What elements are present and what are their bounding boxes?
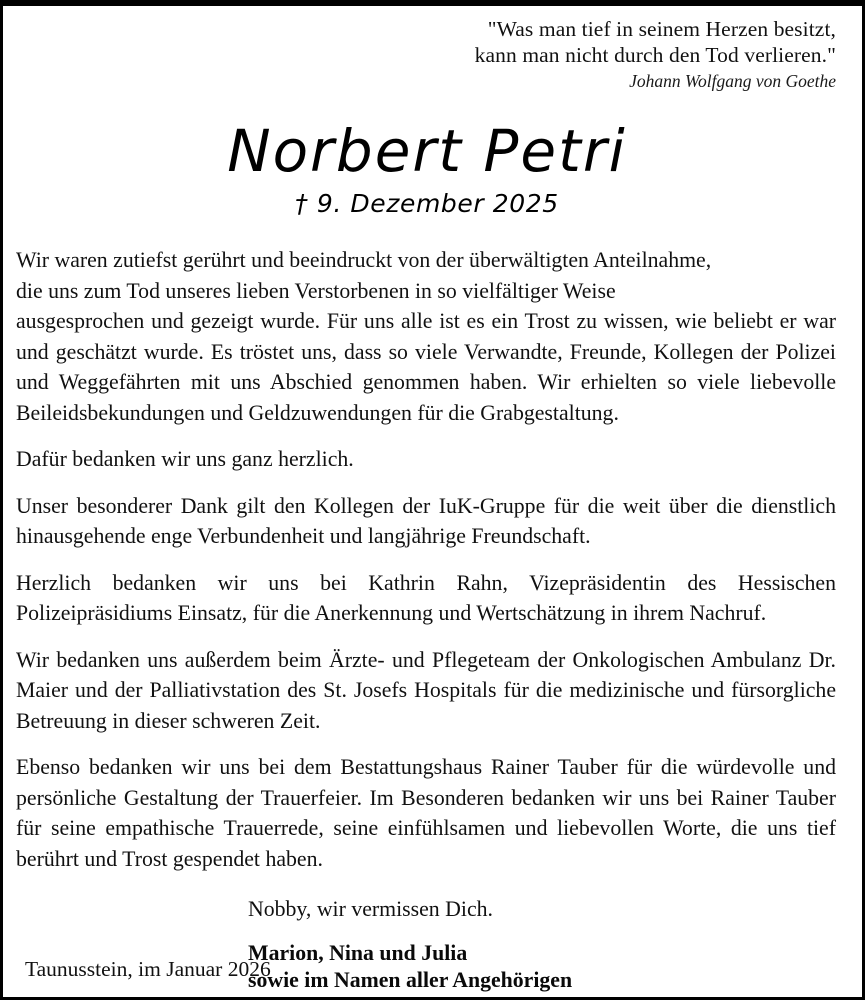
paragraph-thanks-rahn: Herzlich bedanken wir uns bei Kathrin Rahn, Vizepräsidentin des Hessischen Polizeipräsidiums Einsatz, für die Anerkennung und Wertschätzung in ihrem Nachruf.: [16, 570, 836, 625]
death-date: † 9. Dezember 2025: [295, 189, 559, 218]
paragraph-thanks-funeral: Ebenso bedanken wir uns bei dem Bestattungshaus Rainer Tauber für die würdevolle und persönliche Gestaltung der Trauerfeier. Im Besonderen bedanken wir uns bei Rainer Tauber für seine empathische Trauerrede, seine einfühlsamen und liebevollen Worte, die uns tief berührt und Trost gespendet haben.: [16, 755, 836, 871]
footer-block: [16, 956, 271, 983]
notice-content: [3, 6, 862, 994]
paragraph-thanks-iuk: Unser besonderer Dank gilt den Kollegen der IuK-Gruppe für die weit über die dienstlich hinausgehende enge Verbundenheit und langjährige Freundschaft.: [16, 493, 836, 548]
deceased-name-block: [16, 119, 838, 219]
quote-line-2: kann man nicht durch den Tod verlieren.": [474, 43, 836, 67]
footer-place-date: Taunusstein, im Januar 2026: [25, 957, 271, 981]
quote-attribution: Johann Wolfgang von Goethe: [629, 71, 836, 91]
farewell-line: Nobby, wir vermissen Dich.: [248, 897, 493, 921]
paragraph-thanks-short: Dafür bedanken wir uns ganz herzlich.: [16, 447, 354, 471]
signers-names: Marion, Nina und Julia: [248, 941, 468, 965]
quotation-block: [16, 16, 838, 93]
signers-extra: sowie im Namen aller Angehörigen: [248, 968, 573, 992]
quote-line-1: "Was man tief in seinem Herzen besitzt,: [487, 17, 836, 41]
paragraph-thanks-medical: Wir bedanken uns außerdem beim Ärzte- und Pflegeteam der Onkologischen Ambulanz Dr. Maier und der Palliativstation des St. Josefs Hospitals für die medizinische und fürsorgliche Betreuung in dieser schweren Zeit.: [16, 647, 836, 733]
signature-block: [248, 940, 838, 994]
paragraph-text: ausgesprochen und gezeigt wurde. Für uns alle ist es ein Trost zu wissen, wie beliebt er war und geschätzt wurde. Es tröstet uns, dass so viele Verwandte, Freunde, Kollegen der Polizei und Weggefährten mit uns Abschied genommen haben. Wir erhielten so viele liebevolle Beileidsbekundungen und Geldzuwendungen für die Grabgestaltung.: [16, 309, 836, 425]
deceased-name: Norbert Petri: [227, 117, 627, 185]
paragraph-thanks-overwhelming: [16, 245, 836, 428]
paragraph-line: die uns zum Tod unseres lieben Verstorbenen in so vielfältiger Weise: [16, 278, 616, 303]
body-text-block: [16, 245, 838, 874]
paragraph-line: Wir waren zutiefst gerührt und beeindruckt von der überwältigten Anteilnahme,: [16, 248, 712, 272]
